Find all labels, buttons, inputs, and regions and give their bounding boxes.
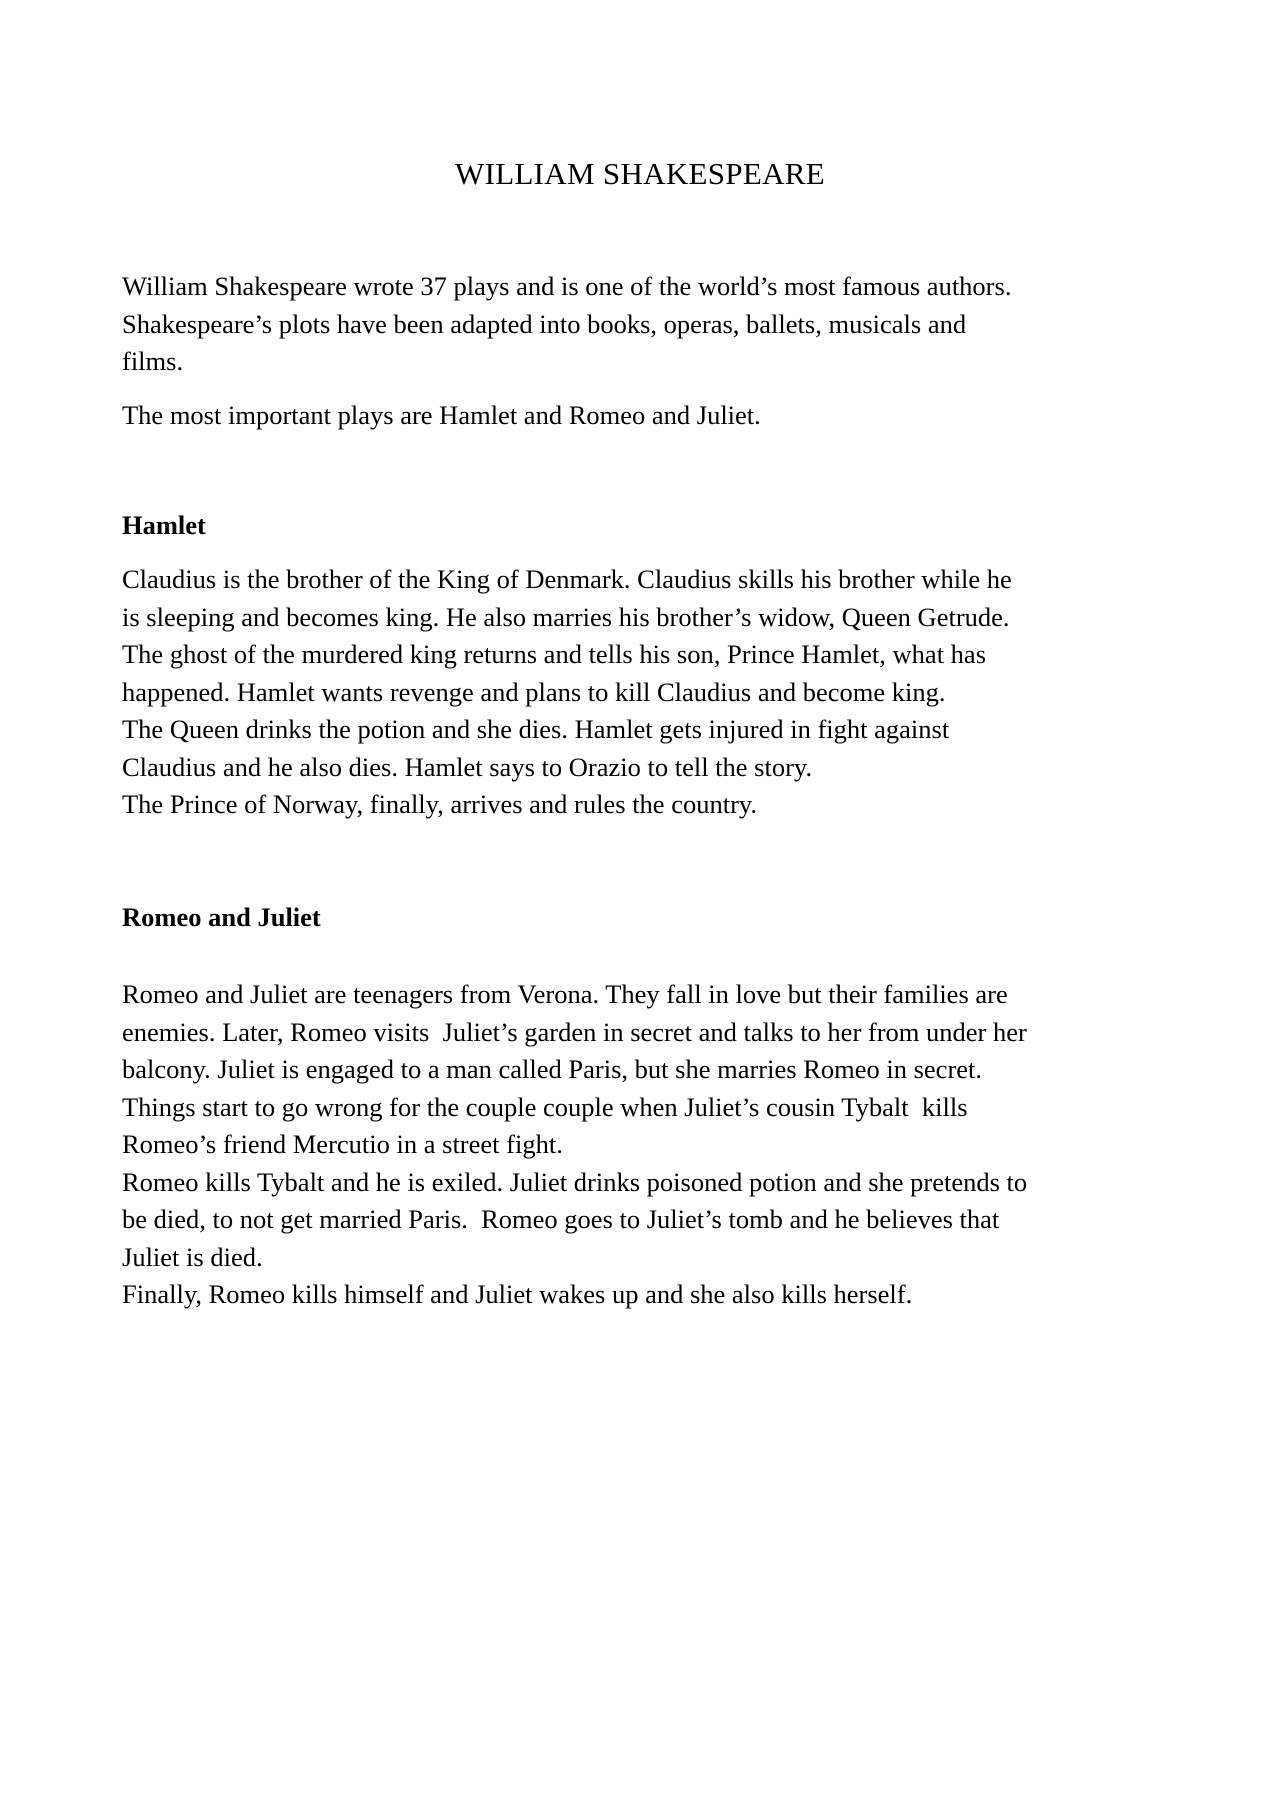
important-plays-line: The most important plays are Hamlet and Romeo and Juliet. bbox=[122, 400, 761, 430]
romeo-juliet-line: Things start to go wrong for the couple couple when Juliet’s cousin Tybalt kills bbox=[122, 1091, 968, 1122]
hamlet-paragraph bbox=[122, 561, 1182, 824]
romeo-juliet-line: Romeo kills Tybalt and he is exiled. Juliet drinks poisoned potion and she pretends to bbox=[122, 1166, 1028, 1197]
hamlet-line: is sleeping and becomes king. He also marries his brother’s widow, Queen Getrude. bbox=[122, 601, 1010, 632]
romeo-juliet-line: be died, to not get married Paris. Romeo goes to Juliet’s tomb and he believes that bbox=[122, 1204, 1000, 1234]
romeo-juliet-line: enemies. Later, Romeo visits Juliet’s garden in secret and talks to her from under her bbox=[122, 1016, 1027, 1047]
romeo-juliet-line: Finally, Romeo kills himself and Juliet wakes up and she also kills herself. bbox=[122, 1279, 913, 1309]
romeo-juliet-line: Juliet is died. bbox=[122, 1241, 263, 1272]
intro-line: films. bbox=[122, 346, 184, 376]
romeo-juliet-line: balcony. Juliet is engaged to a man called Paris, but she marries Romeo in secret. bbox=[122, 1054, 983, 1084]
hamlet-line: The Prince of Norway, finally, arrives and rules the country. bbox=[122, 789, 758, 819]
romeo-juliet-line: Romeo’s friend Mercutio in a street fight. bbox=[122, 1129, 563, 1159]
hamlet-line: Claudius is the brother of the King of Denmark. Claudius skills his brother while he bbox=[122, 564, 1012, 594]
page-title: WILLIAM SHAKESPEARE bbox=[455, 156, 825, 191]
hamlet-line: The Queen drinks the potion and she dies. Hamlet gets injured in fight against bbox=[122, 714, 950, 744]
hamlet-line: The ghost of the murdered king returns and tells his son, Prince Hamlet, what has bbox=[122, 639, 987, 669]
intro-line: William Shakespeare wrote 37 plays and is one of the world’s most famous authors. bbox=[122, 271, 1012, 301]
hamlet-heading: Hamlet bbox=[122, 510, 206, 540]
romeo-juliet-line: Romeo and Juliet are teenagers from Verona. They fall in love but their families are bbox=[122, 979, 1008, 1009]
important-plays-paragraph bbox=[122, 397, 1182, 435]
romeo-juliet-paragraph bbox=[122, 976, 1182, 1314]
intro-line: Shakespeare’s plots have been adapted into books, operas, ballets, musicals and bbox=[122, 308, 967, 339]
hamlet-line: happened. Hamlet wants revenge and plans to kill Claudius and become king. bbox=[122, 676, 946, 707]
intro-paragraph bbox=[122, 268, 1182, 381]
romeo-juliet-heading: Romeo and Juliet bbox=[122, 902, 321, 932]
hamlet-line: Claudius and he also dies. Hamlet says to Orazio to tell the story. bbox=[122, 751, 813, 782]
